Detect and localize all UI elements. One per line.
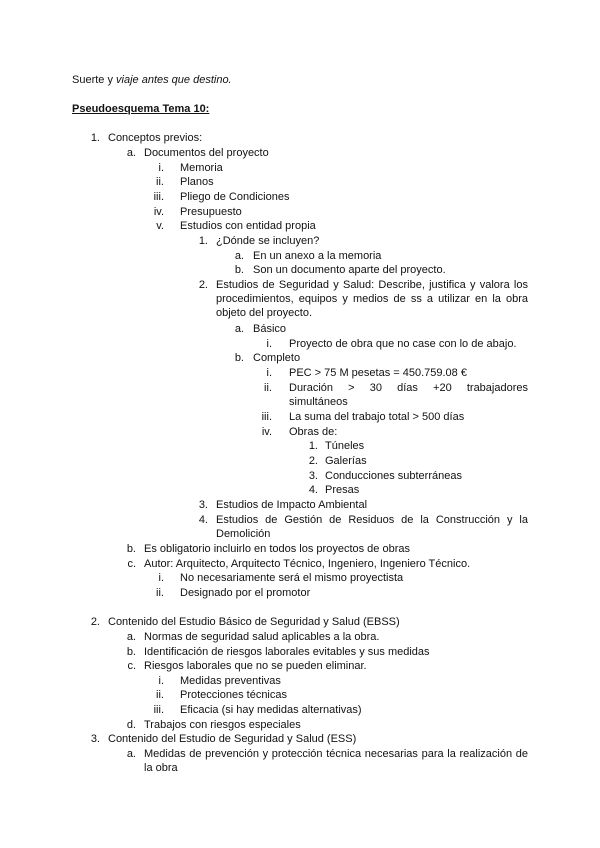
list-marker: i.: [158, 675, 164, 687]
list-item: Trabajos con riesgos especiales: [144, 719, 301, 731]
list-marker: a.: [126, 147, 136, 159]
list-item: Planos: [180, 176, 214, 188]
list-item: Presas: [325, 484, 360, 496]
list-marker: 3.: [198, 499, 208, 511]
list-marker: iii.: [153, 191, 164, 203]
list-item: Riesgos laborales que no se pueden eliminar.: [144, 660, 367, 672]
list-item: En un anexo a la memoria: [253, 250, 382, 262]
list-marker: a.: [126, 631, 136, 643]
list-item: Es obligatorio incluirlo en todos los proyectos de obras: [144, 543, 410, 555]
list-marker: ii.: [264, 382, 272, 394]
list-item: Pliego de Condiciones: [180, 191, 290, 203]
list-item: Túneles: [325, 440, 365, 452]
list-marker: c.: [127, 558, 136, 570]
list-item: La suma del trabajo total > 500 días: [289, 411, 465, 423]
list-item: Básico: [253, 323, 287, 335]
list-marker: i.: [158, 572, 164, 584]
list-item: Normas de seguridad salud aplicables a la obra.: [144, 631, 380, 643]
section-heading: Contenido del Estudio de Seguridad y Salud (ESS): [108, 733, 357, 745]
list-item: Proyecto de obra que no case con lo de abajo.: [289, 338, 517, 350]
intro-prefix: Suerte y: [72, 74, 117, 86]
list-marker: v.: [156, 220, 164, 232]
list-marker: d.: [126, 719, 136, 731]
list-marker: 2.: [90, 616, 100, 628]
list-item: Estudios de Impacto Ambiental: [216, 499, 368, 511]
list-marker: 1.: [308, 440, 318, 452]
page-title: Pseudoesquema Tema 10:: [72, 103, 210, 115]
list-marker: c.: [127, 660, 136, 672]
list-marker: iii.: [261, 411, 272, 423]
list-item: Medidas preventivas: [180, 675, 281, 687]
list-marker: b.: [234, 352, 244, 364]
list-marker: 2.: [308, 455, 318, 467]
list-marker: 3.: [308, 470, 318, 482]
section-heading: Conceptos previos:: [108, 132, 203, 144]
list-marker: 4.: [198, 514, 208, 526]
list-item: Estudios con entidad propia: [180, 220, 316, 232]
list-item: ¿Dónde se incluyen?: [216, 235, 320, 247]
list-marker: 2.: [198, 279, 208, 291]
list-item: Identificación de riesgos laborales evitables y sus medidas: [144, 646, 430, 658]
list-marker: ii.: [156, 587, 164, 599]
list-item: Duración > 30 días +20 trabajadores simultáneos: [289, 382, 528, 408]
list-marker: a.: [234, 250, 244, 262]
list-marker: iii.: [153, 704, 164, 716]
list-marker: 3.: [90, 733, 100, 745]
list-item: Obras de:: [289, 426, 338, 438]
list-item: Memoria: [180, 162, 223, 174]
list-marker: a.: [126, 748, 136, 760]
intro-line: [72, 73, 232, 87]
list-marker: iv.: [153, 206, 164, 218]
list-marker: iv.: [261, 426, 272, 438]
list-item: Eficacia (si hay medidas alternativas): [180, 704, 362, 716]
list-item: Documentos del proyecto: [144, 147, 269, 159]
list-marker: b.: [126, 543, 136, 555]
list-item: PEC > 75 M pesetas = 450.759.08 €: [289, 367, 467, 379]
list-item: Galerías: [325, 455, 367, 467]
list-item: Designado por el promotor: [180, 587, 311, 599]
list-item: Autor: Arquitecto, Arquitecto Técnico, Ingeniero, Ingeniero Técnico.: [144, 558, 471, 570]
list-marker: i.: [266, 338, 272, 350]
list-marker: ii.: [156, 176, 164, 188]
list-marker: i.: [266, 367, 272, 379]
list-marker: i.: [158, 162, 164, 174]
list-marker: 4.: [308, 484, 318, 496]
list-item: Son un documento aparte del proyecto.: [253, 264, 446, 276]
list-item: Protecciones técnicas: [180, 689, 287, 701]
list-marker: 1.: [90, 132, 100, 144]
section-heading: Contenido del Estudio Básico de Seguridad y Salud (EBSS): [108, 616, 400, 628]
list-item: Medidas de prevención y protección técnica necesarias para la realización de la obra: [144, 748, 528, 774]
list-marker: b.: [234, 264, 244, 276]
list-marker: a.: [234, 323, 244, 335]
list-item: Presupuesto: [180, 206, 242, 218]
list-item: Estudios de Seguridad y Salud: Describe, justifica y valora los procedimientos, equipos y medios de ss a utilizar en la obra objeto del proyecto.: [216, 279, 528, 319]
list-marker: b.: [126, 646, 136, 658]
list-marker: ii.: [156, 689, 164, 701]
list-item: No necesariamente será el mismo proyectista: [180, 572, 404, 584]
intro-motto: viaje antes que destino.: [116, 74, 232, 86]
list-item: Completo: [253, 352, 301, 364]
list-marker: 1.: [198, 235, 208, 247]
list-item: Estudios de Gestión de Residuos de la Construcción y la Demolición: [216, 514, 528, 540]
list-item: Conducciones subterráneas: [325, 470, 462, 482]
